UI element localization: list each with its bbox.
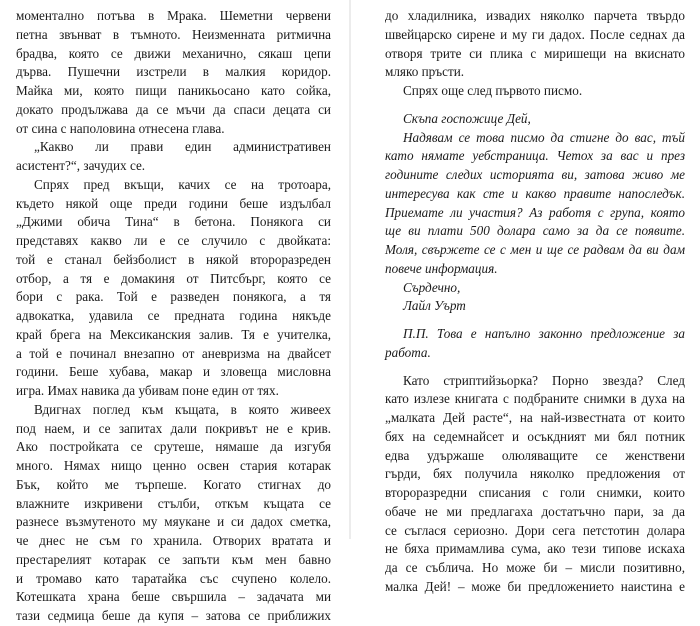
left-page-text-line: влажните изкривени стълби, откъм къщата се <box>16 495 331 511</box>
left-page-text-line: представях какво ли е се случило с двойката: <box>16 233 331 248</box>
left-page-text-line: брадва, която се движи механично, сякаш цепи <box>16 45 331 61</box>
paragraph-spacer <box>385 101 685 110</box>
left-page-text-line: под наем, и се запитах дали покривът не е крив. <box>16 420 331 436</box>
right-page-text <box>385 7 685 597</box>
right-page-text-line: Сърдечно, <box>403 279 461 295</box>
left-page-text-line: отбор, а тя е домакиня от Питсбърг, която се <box>16 270 331 286</box>
left-page-text-line: Ако постройката се срутеше, нямаше да изгубя <box>16 439 331 455</box>
left-page-text-line: петна звънват в тъмното. Неизменната ритмична <box>16 26 331 42</box>
left-page-text-line: от сина с наполовина отнесена глава. <box>16 120 225 136</box>
left-page-text-line: асистент?“, зачудих се. <box>16 158 146 173</box>
right-page-text-line: ще ви плати 500 долара само за да се появите. <box>385 223 685 239</box>
right-page-text-line: Надявам се това писмо да стигне до вас, тъй <box>403 129 685 145</box>
right-page-text-line: като нямате уебстраница. Четох за вас и през <box>385 148 685 164</box>
right-page-text-line: П.П. Това е напълно законно предложение за <box>403 326 685 341</box>
left-page-text-line: че днес не съм го хранила. Отворих вратата и <box>16 533 331 548</box>
right-page-text-line: малка Дей! – може би предложението наистина е <box>385 578 685 594</box>
right-page-text-line: не бяха примамлива сума, ако тези типове искаха <box>385 541 685 557</box>
right-page-text-line: се съглася сериозно. Дори сега петстотин долара <box>385 522 685 538</box>
left-page-text-line: и тромаво като таратайка със счупено колело. <box>16 570 331 586</box>
left-page-text-line: Котешката храна беше свършила – задачата ми <box>16 589 331 605</box>
left-page-text-line: Майка ми, която пищи паникьосано като сойка, <box>16 83 331 98</box>
right-page-text-line: мляко пръсти. <box>385 64 465 80</box>
left-page-text-line: той е станал бейзболист в някой второразреден <box>16 251 331 267</box>
right-page-text-line: годините следих историята ви, затова живо ме <box>385 167 685 182</box>
left-page-text-line: край брега на Мексиканския залив. Тя е учителка, <box>16 326 331 342</box>
left-page-text-line: Бък, който ме търпеше. Когато стигнах до <box>16 476 331 492</box>
left-page-text-line: дърва. Пушечни изстрели в малкия коридор. <box>16 64 331 80</box>
left-page-text-line: където някой още преди години беше издълбал <box>16 195 331 211</box>
right-page-text-line: Спрях още след първото писмо. <box>403 83 583 98</box>
right-page-text-line: едва удържаше олюляващите се женствени <box>385 447 685 463</box>
right-page-text-line: Лайл Уърт <box>403 298 466 314</box>
right-page-text-line: да се съблича. Но може би – мисли позитивно, <box>385 560 685 575</box>
right-book-page <box>355 0 700 594</box>
book-gutter <box>349 0 351 539</box>
paragraph-spacer <box>385 363 685 372</box>
left-page-text-line: години. Беше хубава, макар и зловеща мисловна <box>16 364 331 380</box>
left-page-text-line: „Джими обича Тина“ в бетона. Понякога си <box>16 214 331 230</box>
left-page-text-line: игра. Имах навика да убивам поне един от тях. <box>16 383 279 398</box>
left-page-text-line: разнесе възмутеното му мяукане и си дадох сметка, <box>16 514 331 530</box>
left-page-text-line: а той е починал внезапно от аневризма на двайсет <box>16 345 331 361</box>
left-page-text-line: „Какво ли прави един административен <box>34 139 331 155</box>
left-page-text-line: тази седмица беше да купя – затова се приближих <box>16 608 331 623</box>
left-page-text-line: бори с рака. Той е разведен понякога, а тя <box>16 289 331 305</box>
left-page-text-line: Спрях пред вкъщи, качих се на тротоара, <box>34 176 331 192</box>
right-page-text-line: Приемате ли участия? Аз работя с група, която <box>385 204 685 220</box>
right-page-text-line: гърди, бях получила няколко предложения от <box>385 466 685 482</box>
right-page-text-line: работа. <box>385 344 431 360</box>
left-page-text-line: моментално потъва в Мрака. Шеметни червени <box>16 8 331 23</box>
right-page-text-line: обаче не ми предлагаха достатъчно пари, за да <box>385 503 685 519</box>
right-page-text-line: „малката Дей расте“, на най-известната от които <box>385 410 685 425</box>
right-page-text-line: до хладилника, извадих няколко парчета твърдо <box>385 8 685 23</box>
left-page-text-line: докато продължава да се мъчи да спаси децата си <box>16 101 331 117</box>
left-page-text-line: престарелият котарак се запъти към мен бавно <box>16 551 331 567</box>
paragraph-spacer <box>385 316 685 325</box>
right-page-text-line: отворя трите си плика с миришещи на вкиснато <box>385 45 685 61</box>
left-page-text <box>16 7 331 626</box>
left-book-page <box>0 0 345 623</box>
left-page-text-line: адвокатка, удавила се предната година някъде <box>16 308 331 323</box>
right-page-text-line: Като стриптийзьорка? Порно звезда? След <box>403 372 685 388</box>
right-page-text-line: като излезе книгата с подбраните снимки в духа на <box>385 391 685 407</box>
right-page-text-line: повече информация. <box>385 260 498 276</box>
left-page-text-line: много. Нямах нищо ценно освен стария котарак <box>16 458 331 473</box>
right-page-text-line: швейцарско сирене и му ги дадох. После седнах да <box>385 26 685 42</box>
right-page-text-line: интересува как сте и какво правите напоследък. <box>385 185 685 201</box>
right-page-text-line: бях на седемнайсет и осъкдният ми бял потник <box>385 428 685 444</box>
right-page-text-line: Моля, свържете се с мен и ще се радвам да ви дам <box>385 242 685 257</box>
right-page-text-line: второразредни списания с голи снимки, които <box>385 485 685 500</box>
left-page-text-line: Вдигнах поглед към къщата, в която живеех <box>34 401 331 417</box>
right-page-text-line: Скъпа госпожице Дей, <box>403 110 531 126</box>
